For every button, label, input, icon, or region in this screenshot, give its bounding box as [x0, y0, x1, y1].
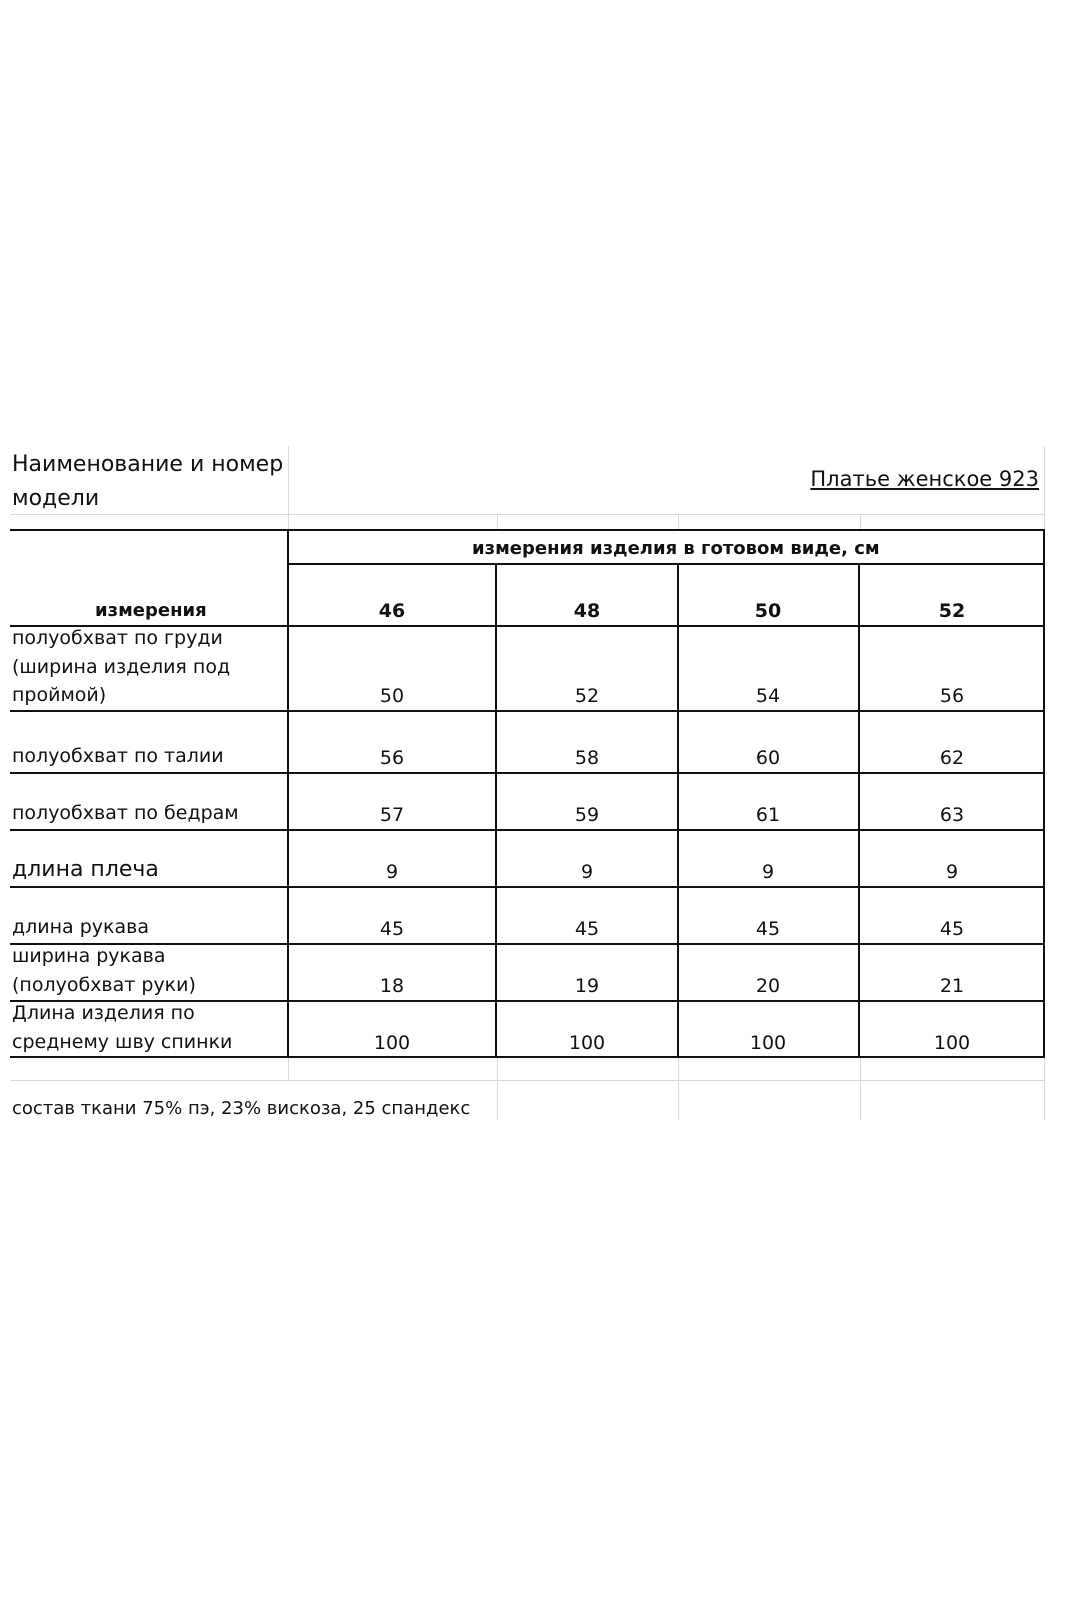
table-cell: 19 — [574, 975, 600, 997]
table-cell: 100 — [933, 1032, 971, 1054]
table-border — [10, 886, 1045, 888]
table-cell: 52 — [574, 685, 600, 707]
grid-line — [1044, 1058, 1045, 1120]
fabric-composition: состав ткани 75% пэ, 23% вискоза, 25 спандекс — [12, 1098, 471, 1119]
table-cell: 100 — [568, 1032, 606, 1054]
table-border — [10, 829, 1045, 831]
row-label: (ширина изделия под — [12, 656, 231, 678]
table-cell: 50 — [379, 685, 405, 707]
row-label: ширина рукава — [12, 945, 166, 967]
grid-line — [10, 514, 1044, 515]
table-cell: 9 — [580, 861, 594, 883]
table-cell: 45 — [939, 918, 965, 940]
model-name: Платье женское 923 — [810, 467, 1039, 491]
table-cell: 9 — [945, 861, 959, 883]
table-cell: 63 — [939, 804, 965, 826]
table-cell: 60 — [755, 747, 781, 769]
grid-line — [678, 514, 679, 530]
table-border — [10, 529, 1045, 531]
table-cell: 56 — [939, 685, 965, 707]
grid-line — [497, 1058, 498, 1120]
table-cell: 20 — [755, 975, 781, 997]
table-cell: 59 — [574, 804, 600, 826]
table-border — [10, 1056, 1045, 1058]
table-cell: 61 — [755, 804, 781, 826]
row-label: среднему шву спинки — [12, 1031, 233, 1053]
table-cell: 21 — [939, 975, 965, 997]
table-cell: 9 — [385, 861, 399, 883]
table-cell: 56 — [379, 747, 405, 769]
size-header: 50 — [754, 600, 782, 622]
grid-line — [1044, 446, 1045, 530]
table-border — [858, 563, 860, 1058]
grid-line — [860, 1058, 861, 1120]
size-header: 52 — [938, 600, 966, 622]
group-header: измерения изделия в готовом виде, см — [472, 538, 880, 559]
table-cell: 9 — [761, 861, 775, 883]
grid-line — [497, 514, 498, 530]
grid-line — [678, 1058, 679, 1120]
table-cell: 54 — [755, 685, 781, 707]
grid-line — [288, 1058, 289, 1080]
size-header: 48 — [573, 600, 601, 622]
table-cell: 57 — [379, 804, 405, 826]
size-header: 46 — [378, 600, 406, 622]
model-name-label-line2: модели — [12, 486, 100, 511]
table-border — [287, 529, 289, 1058]
table-cell: 100 — [749, 1032, 787, 1054]
table-cell: 100 — [373, 1032, 411, 1054]
model-name-label-line1: Наименование и номер — [12, 452, 284, 477]
table-cell: 62 — [939, 747, 965, 769]
table-border — [1043, 529, 1045, 1058]
row-label: полуобхват по талии — [12, 745, 224, 767]
table-cell: 58 — [574, 747, 600, 769]
table-border — [10, 710, 1045, 712]
row-label: (полуобхват руки) — [12, 974, 196, 996]
row-label: проймой) — [12, 684, 107, 706]
table-border — [287, 563, 1045, 565]
row-label: длина рукава — [12, 916, 149, 938]
grid-line — [860, 514, 861, 530]
table-cell: 45 — [574, 918, 600, 940]
row-label: Длина изделия по — [12, 1002, 195, 1024]
table-cell: 18 — [379, 975, 405, 997]
grid-line — [288, 446, 289, 530]
row-label: полуобхват по бедрам — [12, 802, 239, 824]
table-cell: 45 — [755, 918, 781, 940]
row-label: длина плеча — [12, 857, 159, 882]
table-border — [677, 563, 679, 1058]
grid-line — [10, 1080, 1044, 1081]
table-border — [495, 563, 497, 1058]
row-label: полуобхват по груди — [12, 627, 223, 649]
table-cell: 45 — [379, 918, 405, 940]
table-border — [10, 772, 1045, 774]
row-header: измерения — [95, 600, 207, 621]
